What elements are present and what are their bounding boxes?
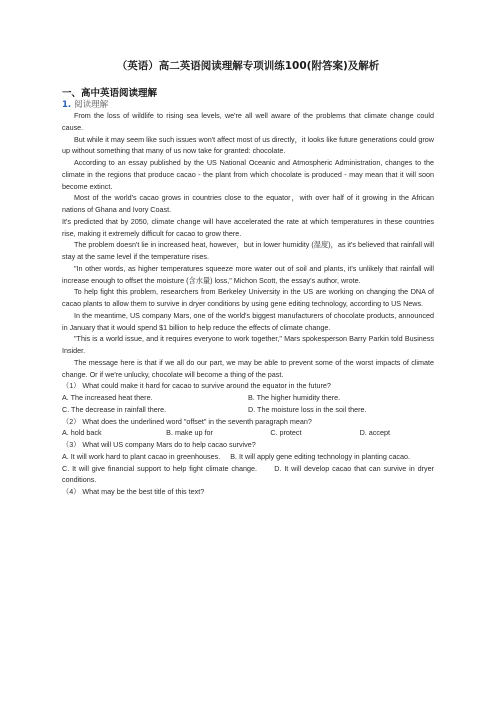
answer-option[interactable]: D. accept <box>359 428 390 438</box>
answer-option[interactable]: A. It will work hard to plant cacao in greenhouses. <box>62 451 221 461</box>
answer-option[interactable]: B. make up for <box>166 428 213 438</box>
question-number: （3） <box>62 440 81 449</box>
paragraph: It's predicted that by 2050, climate change will have accelerated the rate at which temperatures in these countries rise, making it extremely difficult for cacao to grow there. <box>62 216 434 238</box>
question-number: （4） <box>62 487 81 496</box>
answer-option[interactable]: C. protect <box>270 428 302 438</box>
question-text: What could make it hard for cacao to survive around the equator in the future? <box>82 381 331 391</box>
paragraph: "This is a world issue, and it requires everyone to work together," Mars spokesperson Barry Parkin told Business Insider. <box>62 334 434 355</box>
question <box>62 416 434 428</box>
section-heading: 一、高中英语阅读理解 <box>62 88 158 99</box>
option-row <box>62 404 434 416</box>
paragraph: To help fight this problem, researchers from Berkeley University in the US are working on changing the DNA of cacao plants to allow them to survive in dryer conditions by using gene editing technology, according to US News. <box>62 287 434 308</box>
question <box>62 439 434 451</box>
subsection-label: 阅读理解 <box>74 100 109 110</box>
answer-option[interactable]: A. hold back <box>62 428 102 438</box>
answer-option[interactable]: C. The decrease in rainfall there. <box>62 404 167 414</box>
answer-option[interactable]: C. It will give financial support to help fight climate change. <box>62 463 257 473</box>
paragraph: The problem doesn't lie in increased heat, however，but in lower humidity (湿度)，as it's believed that rainfall will stay at the same level if the temperature rises. <box>62 240 434 261</box>
answer-option[interactable]: B. The higher humidity there. <box>248 393 341 402</box>
answer-option[interactable]: D. The moisture loss in the soil there. <box>248 404 367 414</box>
reading-body <box>62 110 434 498</box>
paragraph: In the meantime, US company Mars, one of the world's biggest manufacturers of chocolate products, announced in January that it would spend $1 billion to help reduce the effects of climate change. <box>62 310 434 332</box>
page-title: （英语）高二英语阅读理解专项训练100(附答案)及解析 <box>116 60 380 72</box>
paragraph: But while it may seem like such issues won't affect most of us directly，it looks like future generations could grow up without something that many of us now take for granted: chocolate. <box>62 134 434 156</box>
answer-option[interactable]: A. The increased heat there. <box>62 393 153 402</box>
option-row <box>62 427 434 439</box>
answer-option[interactable]: D. It will develop cacao that can survive in dryer conditions. <box>62 463 434 485</box>
option-row <box>62 392 434 404</box>
question-number: （2） <box>62 416 81 426</box>
answer-option[interactable]: B. It will apply gene editing technology in planting cacao. <box>230 451 411 461</box>
paragraph: From the loss of wildlife to rising sea levels, we're all well aware of the problems that climate change could cause. <box>62 111 434 132</box>
question-text: What does the underlined word "offset" in the seventh paragraph mean? <box>82 416 312 426</box>
subsection-number: 1. <box>62 100 72 110</box>
paragraph: According to an essay published by the US National Oceanic and Atmospheric Administration, changes to the climate in the regions that produce cacao - the plant from which chocolate is produced - may mean that it will soon become extinct. <box>62 158 434 191</box>
question <box>62 380 434 392</box>
paragraph: Most of the world's cacao grows in countries close to the equator，with over half of it growing in the African nations of Ghana and Ivory Coast. <box>62 193 434 214</box>
option-line <box>62 451 434 463</box>
paragraph: "In other words, as higher temperatures squeeze more water out of soil and plants, it's unlikely that rainfall will increase enough to offset the moisture (含水量) loss," Michon Scott, the essay's author, wrote. <box>62 263 434 285</box>
question-text: What may be the best title of this text? <box>82 487 205 496</box>
question-text: What will US company Mars do to help cacao survive? <box>82 440 256 449</box>
subsection-heading <box>62 98 108 110</box>
paragraph: The message here is that if we all do our part, we may be able to prevent some of the worst impacts of climate change. Or if we're unlucky, chocolate will become a thing of the past. <box>62 357 434 379</box>
question-number: （1） <box>62 381 81 391</box>
option-line <box>62 463 434 487</box>
question <box>62 486 434 498</box>
